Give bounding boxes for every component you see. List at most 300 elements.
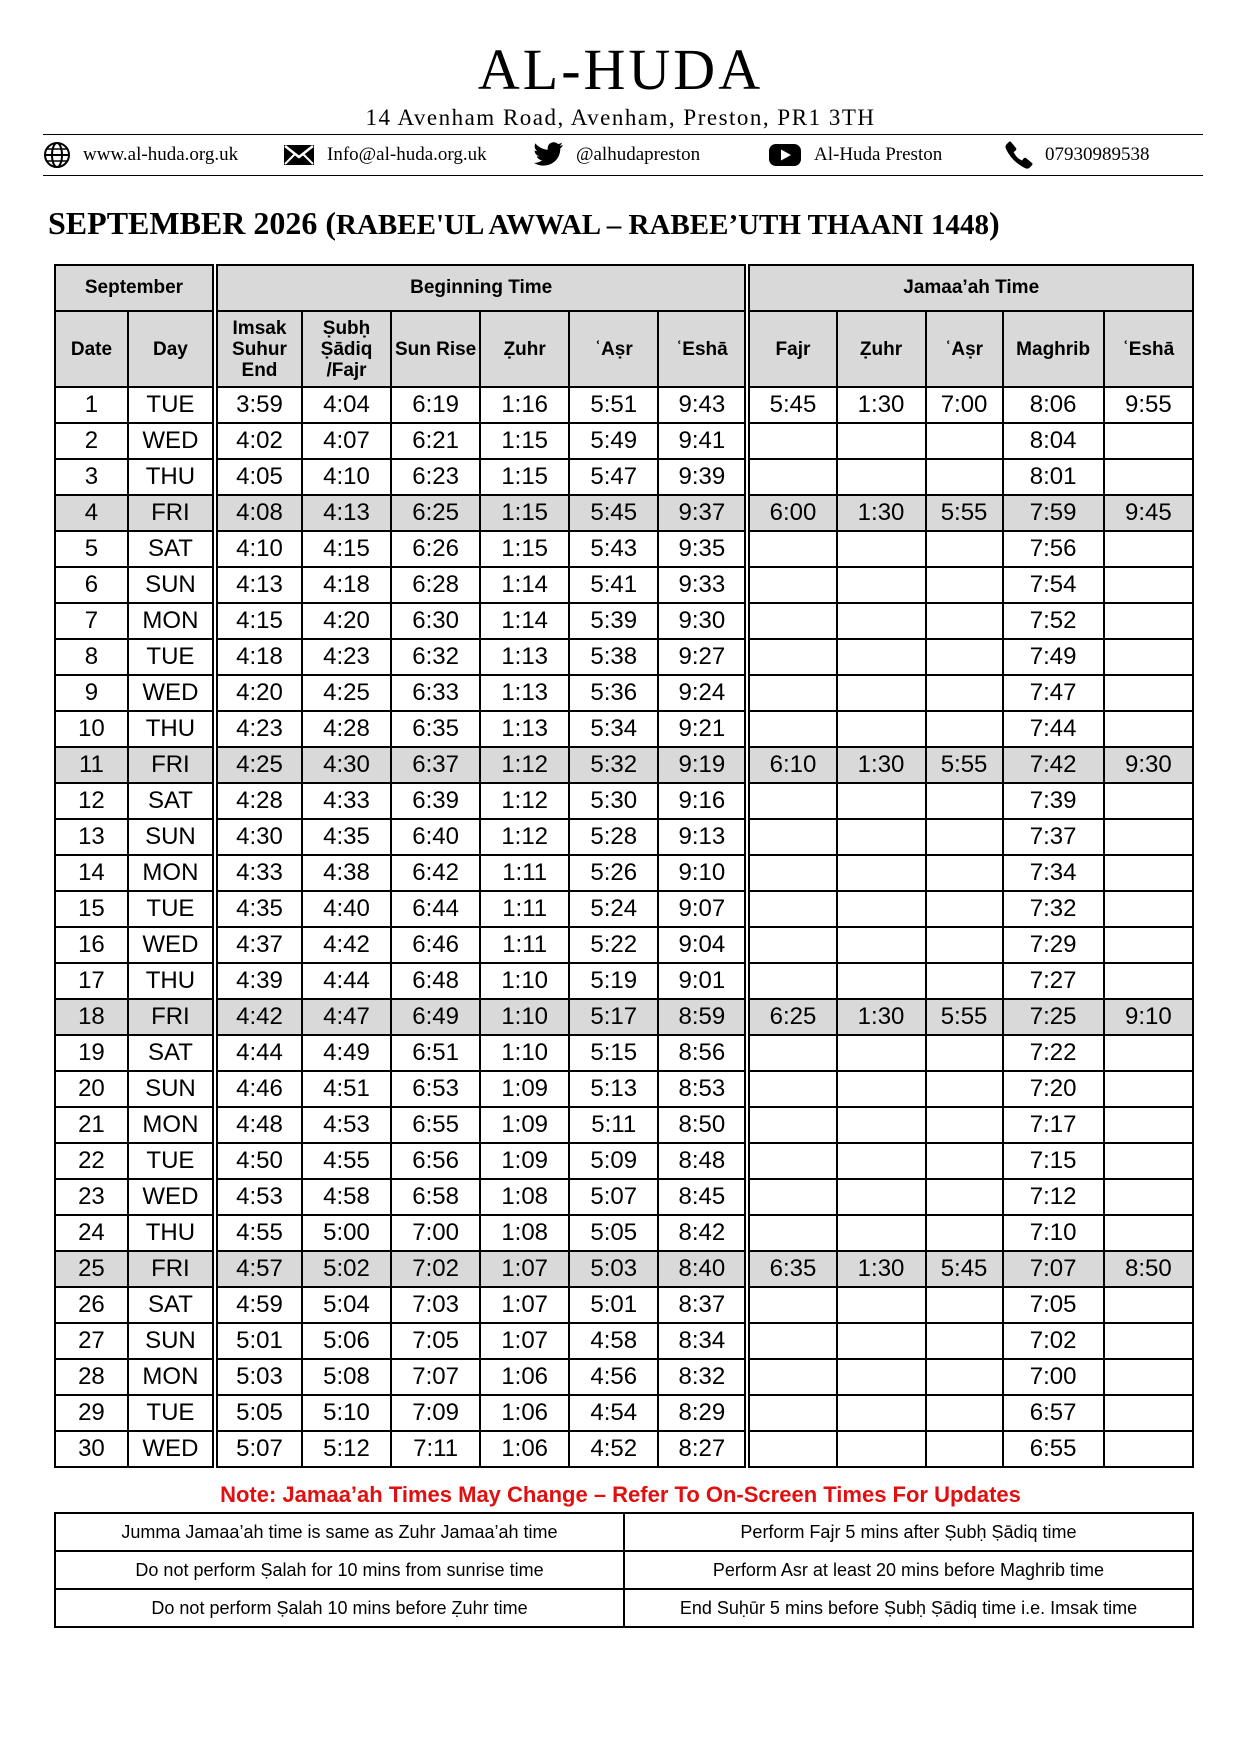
table-cell: 8:53 (658, 1071, 747, 1107)
table-cell: 13 (55, 819, 128, 855)
table-cell: 1:06 (480, 1431, 569, 1467)
table-cell: 5:55 (926, 999, 1003, 1035)
table-cell (837, 1323, 926, 1359)
table-cell: 6:51 (391, 1035, 480, 1071)
table-cell (747, 459, 836, 495)
phone-link[interactable] (1005, 138, 1150, 172)
table-cell: 7:32 (1003, 891, 1104, 927)
twitter-link[interactable] (534, 138, 700, 172)
table-cell: 7:00 (391, 1215, 480, 1251)
table-cell: 7:00 (1003, 1359, 1104, 1395)
table-cell (747, 1179, 836, 1215)
table-cell: 4:10 (215, 531, 302, 567)
table-row (55, 1323, 1193, 1359)
table-cell: 6:53 (391, 1071, 480, 1107)
table-cell (747, 1071, 836, 1107)
table-cell: 4:04 (302, 387, 391, 423)
table-cell: 4:13 (302, 495, 391, 531)
table-cell: 5:26 (569, 855, 658, 891)
table-cell: 15 (55, 891, 128, 927)
table-cell: 4:58 (302, 1179, 391, 1215)
table-cell: 6:33 (391, 675, 480, 711)
youtube-link[interactable] (768, 138, 942, 172)
notes-row (55, 1513, 1193, 1551)
col-header: ʿAṣr (569, 311, 658, 387)
table-cell: MON (128, 855, 215, 891)
table-cell (837, 423, 926, 459)
table-cell: 5:03 (215, 1359, 302, 1395)
group-header-jamaah-time: Jamaa’ah Time (747, 265, 1193, 311)
table-cell: 9:41 (658, 423, 747, 459)
table-cell (926, 639, 1003, 675)
table-cell: 1:07 (480, 1287, 569, 1323)
col-header: Ẓuhr (837, 311, 926, 387)
table-cell (926, 1071, 1003, 1107)
table-cell (1104, 855, 1193, 891)
table-cell (926, 783, 1003, 819)
table-cell: FRI (128, 1251, 215, 1287)
table-cell (1104, 1359, 1193, 1395)
table-cell: 5:38 (569, 639, 658, 675)
table-cell (747, 675, 836, 711)
table-cell: 6:35 (391, 711, 480, 747)
table-row (55, 783, 1193, 819)
table-cell (747, 1395, 836, 1431)
table-cell: 7:54 (1003, 567, 1104, 603)
table-cell: 1:11 (480, 927, 569, 963)
envelope-icon (283, 143, 315, 167)
table-cell (747, 963, 836, 999)
table-row (55, 855, 1193, 891)
table-cell (1104, 459, 1193, 495)
table-row (55, 1179, 1193, 1215)
table-cell: 5:24 (569, 891, 658, 927)
table-cell: 9:16 (658, 783, 747, 819)
table-cell: 7:02 (1003, 1323, 1104, 1359)
table-cell: 12 (55, 783, 128, 819)
table-cell (837, 819, 926, 855)
table-cell: 4:47 (302, 999, 391, 1035)
table-cell: 8:50 (1104, 1251, 1193, 1287)
table-cell (1104, 1431, 1193, 1467)
table-cell: 29 (55, 1395, 128, 1431)
table-cell: 1:09 (480, 1107, 569, 1143)
table-cell: 7:22 (1003, 1035, 1104, 1071)
table-cell: 1:10 (480, 999, 569, 1035)
table-cell (837, 531, 926, 567)
table-cell: 8:42 (658, 1215, 747, 1251)
table-cell (1104, 711, 1193, 747)
group-header-september: September (55, 265, 215, 311)
table-cell (837, 1179, 926, 1215)
table-cell: 5:04 (302, 1287, 391, 1323)
table-cell (926, 927, 1003, 963)
col-header: ʿEshā (658, 311, 747, 387)
table-cell: 9:04 (658, 927, 747, 963)
table-cell: 1:06 (480, 1395, 569, 1431)
table-cell: MON (128, 1107, 215, 1143)
table-cell: 9:13 (658, 819, 747, 855)
table-cell: 5:13 (569, 1071, 658, 1107)
table-cell: 4:57 (215, 1251, 302, 1287)
table-cell: 7:07 (1003, 1251, 1104, 1287)
table-row (55, 999, 1193, 1035)
table-cell: 6:35 (747, 1251, 836, 1287)
table-cell: 1:09 (480, 1143, 569, 1179)
table-cell: 9:45 (1104, 495, 1193, 531)
table-cell: 8:06 (1003, 387, 1104, 423)
table-cell (747, 711, 836, 747)
table-cell: 5:55 (926, 495, 1003, 531)
table-cell: 9:39 (658, 459, 747, 495)
table-cell: 7:27 (1003, 963, 1104, 999)
table-cell (926, 963, 1003, 999)
table-cell: 1 (55, 387, 128, 423)
table-cell: 7:20 (1003, 1071, 1104, 1107)
table-cell: 6:21 (391, 423, 480, 459)
table-cell: 1:30 (837, 495, 926, 531)
table-cell: 17 (55, 963, 128, 999)
group-header-beginning-time: Beginning Time (215, 265, 747, 311)
table-cell: 7:59 (1003, 495, 1104, 531)
note-cell: Perform Fajr 5 mins after Ṣubḥ Ṣādiq time (624, 1513, 1193, 1551)
table-cell: 19 (55, 1035, 128, 1071)
table-cell (926, 603, 1003, 639)
website-link[interactable] (43, 138, 238, 172)
table-cell: 8:34 (658, 1323, 747, 1359)
table-row (55, 459, 1193, 495)
table-cell: THU (128, 963, 215, 999)
table-cell: TUE (128, 1143, 215, 1179)
table-cell (747, 1215, 836, 1251)
table-cell: 9:27 (658, 639, 747, 675)
table-cell: 1:16 (480, 387, 569, 423)
table-cell: 8:27 (658, 1431, 747, 1467)
table-cell: 4:18 (302, 567, 391, 603)
table-cell: 6:49 (391, 999, 480, 1035)
table-cell: 6:25 (391, 495, 480, 531)
table-cell (747, 639, 836, 675)
table-cell: 5:12 (302, 1431, 391, 1467)
table-cell (926, 1395, 1003, 1431)
table-cell: 1:15 (480, 423, 569, 459)
table-cell: 1:06 (480, 1359, 569, 1395)
table-cell: 6:46 (391, 927, 480, 963)
table-cell: 7:49 (1003, 639, 1104, 675)
note-cell: Perform Asr at least 20 mins before Maghrib time (624, 1551, 1193, 1589)
table-cell (926, 1215, 1003, 1251)
month-title: SEPTEMBER 2026 (RABEE'UL AWWAL – RABEE’UTH THAANI 1448) (48, 205, 1000, 241)
table-cell: 1:15 (480, 495, 569, 531)
table-cell: 30 (55, 1431, 128, 1467)
table-cell (837, 675, 926, 711)
table-cell (837, 1143, 926, 1179)
table-cell: 8:04 (1003, 423, 1104, 459)
table-cell: 9:01 (658, 963, 747, 999)
table-row (55, 1143, 1193, 1179)
table-cell: 4:25 (302, 675, 391, 711)
table-cell: 9:35 (658, 531, 747, 567)
table-cell: TUE (128, 1395, 215, 1431)
table-cell: 1:30 (837, 387, 926, 423)
table-cell: 6:28 (391, 567, 480, 603)
table-cell: 6:23 (391, 459, 480, 495)
table-cell: 5 (55, 531, 128, 567)
table-cell: 7:02 (391, 1251, 480, 1287)
col-header: Sun Rise (391, 311, 480, 387)
table-cell: 11 (55, 747, 128, 783)
table-row (55, 567, 1193, 603)
website-text: www.al-huda.org.uk (83, 144, 239, 165)
table-cell: 7:07 (391, 1359, 480, 1395)
table-cell (926, 1359, 1003, 1395)
table-cell: 7:34 (1003, 855, 1104, 891)
table-cell (747, 1431, 836, 1467)
prayer-timetable (54, 264, 1194, 1468)
table-row (55, 1251, 1193, 1287)
notes-row (55, 1551, 1193, 1589)
table-cell: 5:05 (215, 1395, 302, 1431)
col-header: Ṣubḥ Ṣādiq /Fajr (302, 311, 391, 387)
table-cell (837, 1215, 926, 1251)
table-cell: 4:42 (302, 927, 391, 963)
table-cell: 7:05 (391, 1323, 480, 1359)
table-cell: TUE (128, 639, 215, 675)
table-cell: WED (128, 1179, 215, 1215)
table-cell: 5:41 (569, 567, 658, 603)
table-cell (1104, 783, 1193, 819)
col-header: ʿEshā (1104, 311, 1193, 387)
table-cell (926, 459, 1003, 495)
table-cell (1104, 1287, 1193, 1323)
table-cell: 9:24 (658, 675, 747, 711)
table-cell: 9:10 (1104, 999, 1193, 1035)
table-cell: 1:12 (480, 783, 569, 819)
table-cell (747, 1107, 836, 1143)
table-cell (837, 567, 926, 603)
table-cell: 4:23 (215, 711, 302, 747)
table-cell (1104, 819, 1193, 855)
table-cell: 4:28 (215, 783, 302, 819)
table-cell (926, 1287, 1003, 1323)
table-row (55, 1107, 1193, 1143)
table-cell (837, 855, 926, 891)
table-cell: SUN (128, 1323, 215, 1359)
table-cell (1104, 1323, 1193, 1359)
table-cell: SAT (128, 783, 215, 819)
table-cell: 5:01 (215, 1323, 302, 1359)
table-row (55, 603, 1193, 639)
table-cell: 24 (55, 1215, 128, 1251)
table-cell: 9:10 (658, 855, 747, 891)
table-cell: 7:44 (1003, 711, 1104, 747)
table-cell (1104, 603, 1193, 639)
table-cell: 28 (55, 1359, 128, 1395)
table-cell: 9:07 (658, 891, 747, 927)
table-cell: 4:18 (215, 639, 302, 675)
email-text: Info@al-huda.org.uk (327, 144, 487, 165)
table-cell: 18 (55, 999, 128, 1035)
col-header: Maghrib (1003, 311, 1104, 387)
table-cell: 5:08 (302, 1359, 391, 1395)
table-cell: 7:25 (1003, 999, 1104, 1035)
table-cell: 6:10 (747, 747, 836, 783)
table-cell: 22 (55, 1143, 128, 1179)
table-cell: 8:48 (658, 1143, 747, 1179)
table-cell: 5:00 (302, 1215, 391, 1251)
table-cell: 4:44 (302, 963, 391, 999)
table-cell: 8:29 (658, 1395, 747, 1431)
table-cell: WED (128, 927, 215, 963)
table-cell: 4:20 (215, 675, 302, 711)
table-cell: 4:07 (302, 423, 391, 459)
table-cell: 9:21 (658, 711, 747, 747)
table-cell: 4:49 (302, 1035, 391, 1071)
table-cell: TUE (128, 891, 215, 927)
table-cell (747, 891, 836, 927)
table-cell (1104, 423, 1193, 459)
table-row (55, 1215, 1193, 1251)
table-cell: FRI (128, 999, 215, 1035)
table-cell: THU (128, 711, 215, 747)
table-cell (837, 1107, 926, 1143)
table-cell: 4:54 (569, 1395, 658, 1431)
globe-icon (43, 141, 71, 169)
table-row (55, 1395, 1193, 1431)
table-cell (1104, 1179, 1193, 1215)
table-cell: 1:13 (480, 639, 569, 675)
table-cell (926, 567, 1003, 603)
table-cell: 25 (55, 1251, 128, 1287)
table-cell (837, 891, 926, 927)
table-cell: 10 (55, 711, 128, 747)
table-cell: 1:08 (480, 1215, 569, 1251)
table-cell (1104, 639, 1193, 675)
table-cell: 5:45 (926, 1251, 1003, 1287)
table-cell (837, 1395, 926, 1431)
table-cell: SUN (128, 819, 215, 855)
table-cell: 7:37 (1003, 819, 1104, 855)
table-cell: 4:25 (215, 747, 302, 783)
table-cell: 4:30 (302, 747, 391, 783)
note-cell: Do not perform Ṣalah 10 mins before Ẓuhr time (55, 1589, 624, 1627)
table-cell: 6:44 (391, 891, 480, 927)
table-cell (926, 423, 1003, 459)
table-cell: 9 (55, 675, 128, 711)
twitter-icon (534, 142, 564, 168)
youtube-icon (768, 143, 802, 167)
table-cell: 16 (55, 927, 128, 963)
table-cell: 7:42 (1003, 747, 1104, 783)
col-header: ʿAṣr (926, 311, 1003, 387)
col-header: Fajr (747, 311, 836, 387)
table-cell (837, 927, 926, 963)
table-cell: 1:13 (480, 675, 569, 711)
table-cell: 5:49 (569, 423, 658, 459)
table-cell: 7:00 (926, 387, 1003, 423)
table-cell: 1:10 (480, 1035, 569, 1071)
table-cell: 5:02 (302, 1251, 391, 1287)
table-cell (1104, 1035, 1193, 1071)
mosque-name: AL-HUDA (477, 37, 764, 102)
table-cell: 5:45 (569, 495, 658, 531)
table-cell: 7:12 (1003, 1179, 1104, 1215)
table-cell: 7:47 (1003, 675, 1104, 711)
table-cell (926, 711, 1003, 747)
table-cell (926, 1143, 1003, 1179)
table-cell: TUE (128, 387, 215, 423)
table-row (55, 639, 1193, 675)
phone-icon (1005, 141, 1033, 169)
table-cell: 4 (55, 495, 128, 531)
table-cell: 5:43 (569, 531, 658, 567)
table-cell: 7:10 (1003, 1215, 1104, 1251)
table-row (55, 927, 1193, 963)
table-cell (1104, 963, 1193, 999)
table-cell: 4:42 (215, 999, 302, 1035)
table-cell: 26 (55, 1287, 128, 1323)
table-cell (747, 819, 836, 855)
table-cell (837, 711, 926, 747)
table-cell: 4:35 (302, 819, 391, 855)
table-cell: 1:12 (480, 747, 569, 783)
table-cell: 6:55 (1003, 1431, 1104, 1467)
table-cell (1104, 531, 1193, 567)
table-cell: 5:22 (569, 927, 658, 963)
table-cell: 9:55 (1104, 387, 1193, 423)
table-cell: 4:30 (215, 819, 302, 855)
table-cell: 4:53 (302, 1107, 391, 1143)
table-cell: 4:08 (215, 495, 302, 531)
table-cell (837, 459, 926, 495)
table-cell: 4:10 (302, 459, 391, 495)
table-cell: 7:52 (1003, 603, 1104, 639)
table-cell: THU (128, 1215, 215, 1251)
table-cell: 8:59 (658, 999, 747, 1035)
table-cell (926, 891, 1003, 927)
table-cell: 7:09 (391, 1395, 480, 1431)
table-cell: 7 (55, 603, 128, 639)
table-row (55, 495, 1193, 531)
table-row (55, 423, 1193, 459)
table-cell: SUN (128, 567, 215, 603)
table-cell (837, 963, 926, 999)
table-cell: 4:59 (215, 1287, 302, 1323)
table-cell: SUN (128, 1071, 215, 1107)
table-cell: 3:59 (215, 387, 302, 423)
table-cell (747, 783, 836, 819)
table-cell: 8:56 (658, 1035, 747, 1071)
table-cell (926, 855, 1003, 891)
table-cell (1104, 1107, 1193, 1143)
table-cell: 8:45 (658, 1179, 747, 1215)
table-cell: 5:07 (215, 1431, 302, 1467)
table-cell: 7:05 (1003, 1287, 1104, 1323)
table-cell: 5:01 (569, 1287, 658, 1323)
table-cell (837, 1431, 926, 1467)
email-link[interactable] (283, 138, 487, 172)
table-cell: 6:40 (391, 819, 480, 855)
table-cell: 8:32 (658, 1359, 747, 1395)
table-cell: 6:25 (747, 999, 836, 1035)
table-cell: 6:58 (391, 1179, 480, 1215)
table-cell: 4:38 (302, 855, 391, 891)
table-cell: 4:50 (215, 1143, 302, 1179)
table-cell (747, 1143, 836, 1179)
table-cell: 27 (55, 1323, 128, 1359)
table-cell (1104, 675, 1193, 711)
table-cell: 5:47 (569, 459, 658, 495)
